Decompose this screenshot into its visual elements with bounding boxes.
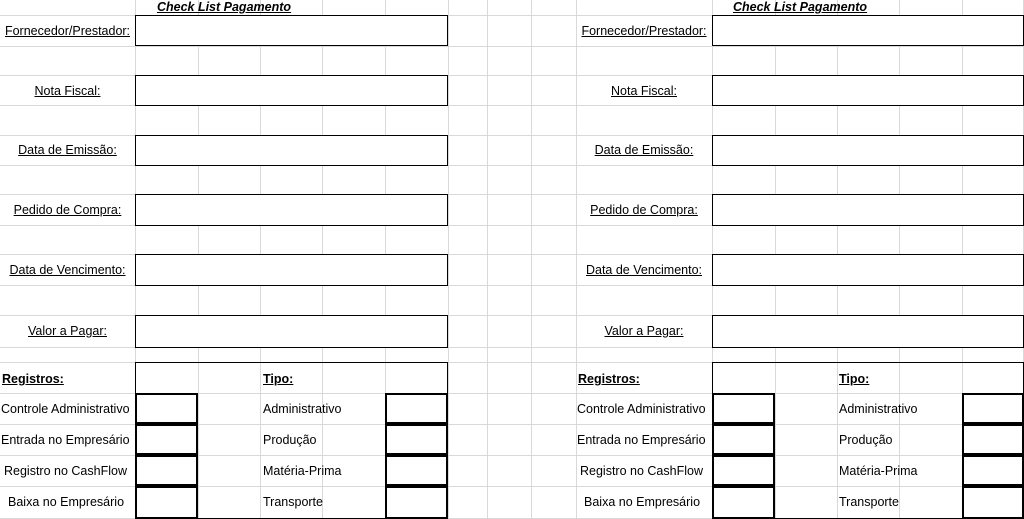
registro-checkbox-controle-administrativo[interactable] [712, 393, 775, 424]
checklist-title: Check List Pagamento [732, 0, 868, 14]
field-input-valor-pagar[interactable] [135, 315, 448, 348]
registro-checkbox-controle-administrativo[interactable] [135, 393, 198, 424]
field-input-fornecedor[interactable] [712, 15, 1024, 46]
registro-checkbox-baixa-empresario[interactable] [135, 486, 198, 519]
registro-checkbox-registro-cashflow[interactable] [712, 455, 775, 486]
field-label-data-emissao: Data de Emissão: [18, 143, 117, 157]
field-input-data-emissao[interactable] [712, 135, 1024, 166]
tipo-checkbox-materia-prima[interactable] [962, 455, 1024, 486]
tipo-checkbox-transporte[interactable] [962, 486, 1024, 519]
field-input-fornecedor[interactable] [135, 15, 448, 46]
field-input-nota-fiscal[interactable] [135, 75, 448, 106]
field-label-data-emissao: Data de Emissão: [594, 143, 694, 157]
registros-heading: Registros: [578, 372, 640, 386]
field-input-data-vencimento[interactable] [712, 254, 1024, 286]
checklist-title: Check List Pagamento [156, 0, 292, 14]
tipo-label-transporte: Transporte [263, 495, 323, 509]
tipo-label-producao: Produção [839, 433, 893, 447]
registro-label-entrada-empresario: Entrada no Empresário [1, 433, 130, 447]
tipo-checkbox-producao[interactable] [962, 424, 1024, 455]
registro-label-controle-administrativo: Controle Administrativo [577, 402, 706, 416]
registro-label-baixa-empresario: Baixa no Empresário [8, 495, 125, 509]
field-label-pedido-compra: Pedido de Compra: [13, 203, 122, 217]
checklist-left [0, 0, 449, 519]
tipo-checkbox-producao[interactable] [385, 424, 448, 455]
registros-heading: Registros: [2, 372, 64, 386]
tipo-label-materia-prima: Matéria-Prima [839, 464, 918, 478]
field-input-data-vencimento[interactable] [135, 254, 448, 286]
field-label-nota-fiscal: Nota Fiscal: [34, 84, 101, 98]
field-label-valor-pagar: Valor a Pagar: [604, 324, 684, 338]
registro-label-controle-administrativo: Controle Administrativo [1, 402, 130, 416]
tipo-checkbox-materia-prima[interactable] [385, 455, 448, 486]
tipo-checkbox-transporte[interactable] [385, 486, 448, 519]
registro-label-baixa-empresario: Baixa no Empresário [584, 495, 701, 509]
field-input-pedido-compra[interactable] [712, 194, 1024, 226]
tipo-label-administrativo: Administrativo [263, 402, 342, 416]
field-label-fornecedor: Fornecedor/Prestador: [4, 24, 131, 38]
field-label-pedido-compra: Pedido de Compra: [590, 203, 698, 217]
tipo-label-producao: Produção [263, 433, 317, 447]
field-input-valor-pagar[interactable] [712, 315, 1024, 348]
tipo-checkbox-administrativo[interactable] [385, 393, 448, 424]
registro-label-registro-cashflow: Registro no CashFlow [580, 464, 703, 478]
registro-checkbox-entrada-empresario[interactable] [712, 424, 775, 455]
field-input-data-emissao[interactable] [135, 135, 448, 166]
field-label-data-vencimento: Data de Vencimento: [585, 263, 703, 277]
registro-checkbox-entrada-empresario[interactable] [135, 424, 198, 455]
tipo-label-materia-prima: Matéria-Prima [263, 464, 342, 478]
tipo-heading: Tipo: [263, 372, 294, 386]
field-label-valor-pagar: Valor a Pagar: [28, 324, 107, 338]
field-label-nota-fiscal: Nota Fiscal: [611, 84, 677, 98]
tipo-checkbox-administrativo[interactable] [962, 393, 1024, 424]
tipo-heading: Tipo: [839, 372, 870, 386]
checklist-right [576, 0, 1024, 519]
field-input-nota-fiscal[interactable] [712, 75, 1024, 106]
registro-label-entrada-empresario: Entrada no Empresário [577, 433, 706, 447]
tipo-label-administrativo: Administrativo [839, 402, 918, 416]
field-label-data-vencimento: Data de Vencimento: [9, 263, 126, 277]
registro-checkbox-baixa-empresario[interactable] [712, 486, 775, 519]
field-input-pedido-compra[interactable] [135, 194, 448, 226]
registro-checkbox-registro-cashflow[interactable] [135, 455, 198, 486]
registro-label-registro-cashflow: Registro no CashFlow [4, 464, 127, 478]
field-label-fornecedor: Fornecedor/Prestador: [581, 24, 707, 38]
tipo-label-transporte: Transporte [839, 495, 899, 509]
